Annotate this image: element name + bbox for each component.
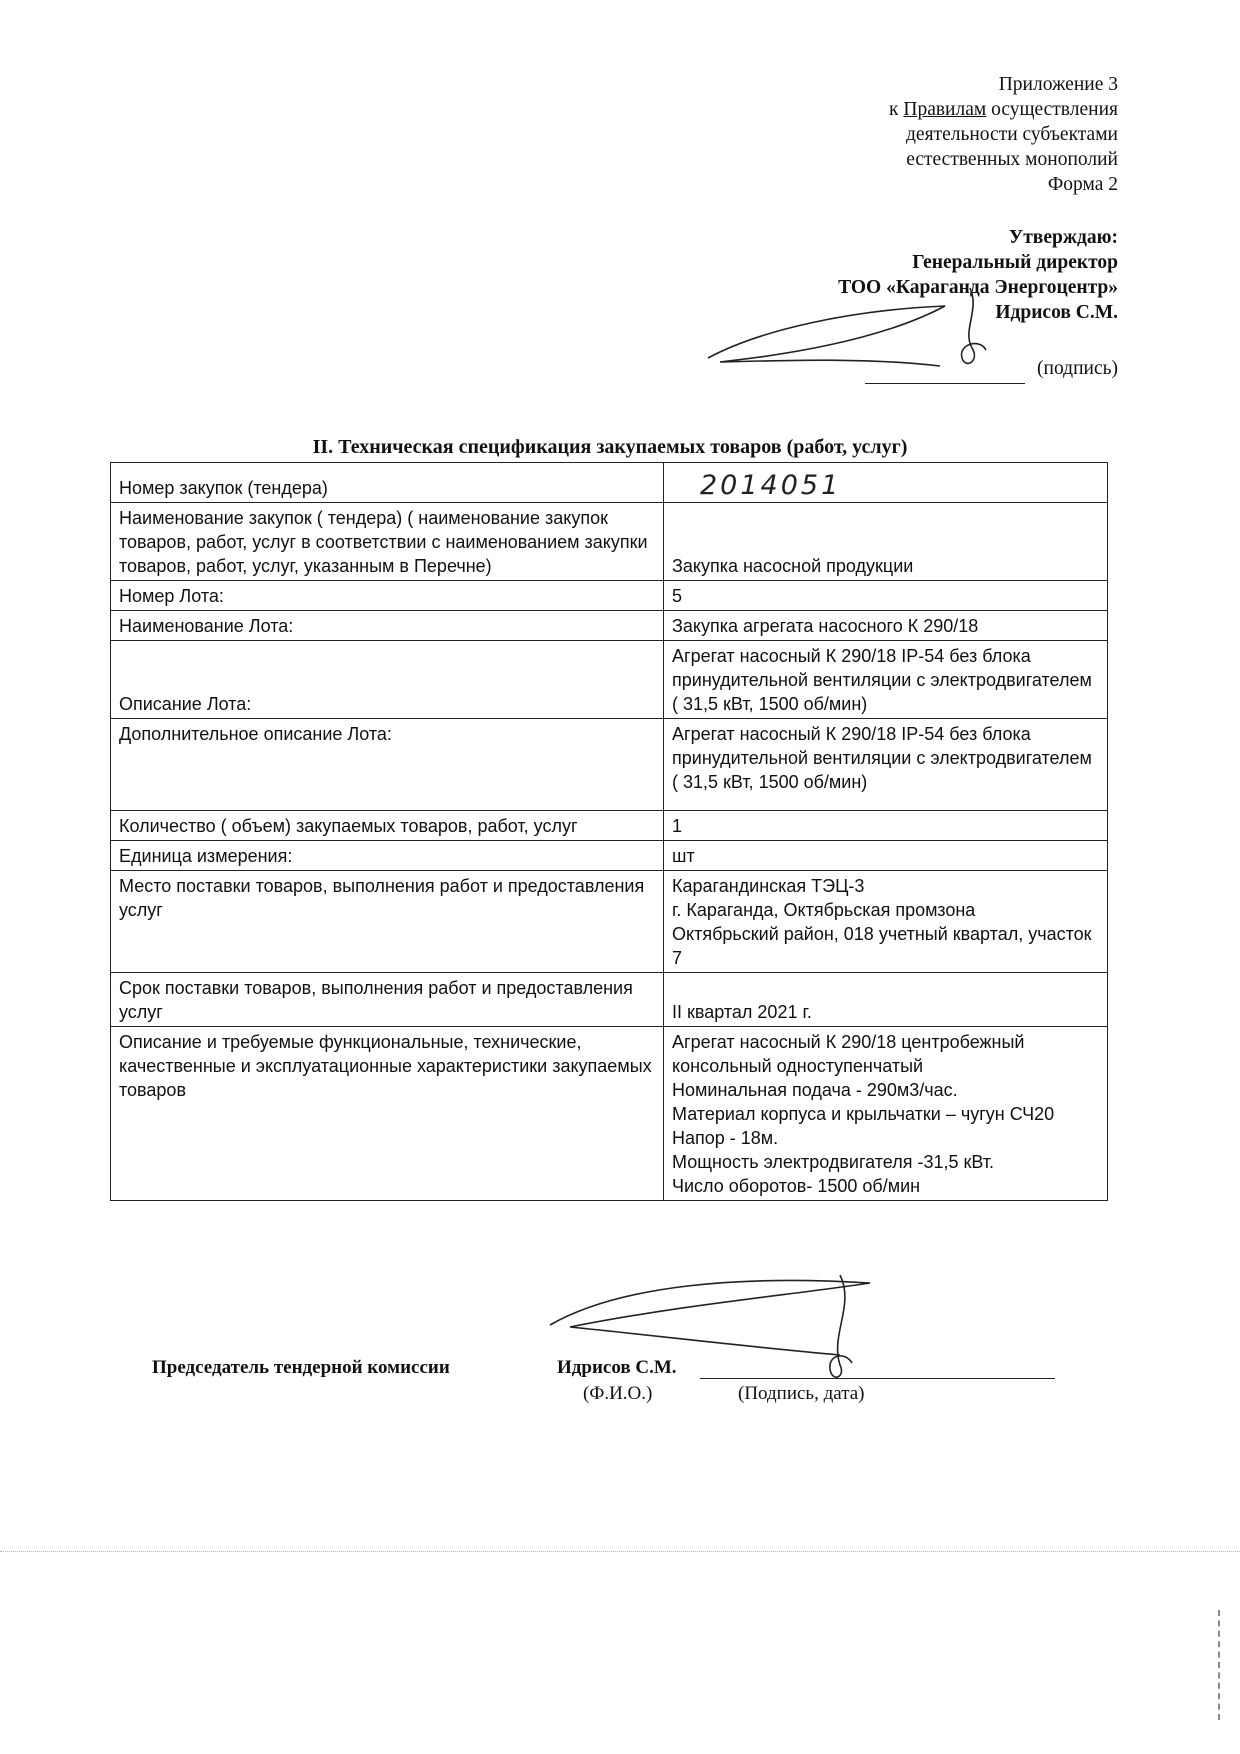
table-row: [111, 503, 1108, 581]
appendix-line-rules: к Правилам осуществления: [889, 99, 1118, 120]
spec-line: Мощность электродвигателя -31,5 кВт.: [672, 1152, 995, 1172]
scan-artifact-edge-marks: [1218, 1610, 1226, 1720]
row-value: Агрегат насосный К 290/18 IP-54 без блока принудительной вентиляции с электродвигателем ( 31,5 кВт, 1500 об/мин): [664, 641, 1108, 719]
chairman-label: Председатель тендерной комиссии: [152, 1357, 450, 1378]
row-value: шт: [664, 841, 1108, 871]
row-label: Описание Лота:: [111, 641, 664, 719]
row-value: 5: [664, 581, 1108, 611]
document-title: II. Техническая спецификация закупаемых товаров (работ, услуг): [312, 436, 908, 458]
row-label: Единица измерения:: [111, 841, 664, 871]
table-row: [111, 1027, 1108, 1201]
appendix-line: Форма 2: [1047, 174, 1118, 195]
spec-line: Число оборотов- 1500 об/мин: [672, 1176, 921, 1196]
spec-line: Номинальная подача - 290м3/час.: [672, 1080, 958, 1100]
sign-date-caption: (Подпись, дата): [738, 1383, 865, 1404]
appendix-line: деятельности субъектами: [906, 124, 1118, 145]
signature-date-line: [700, 1378, 1055, 1379]
row-value: Агрегат насосный К 290/18 IP-54 без блока принудительной вентиляции с электродвигателем ( 31,5 кВт, 1500 об/мин): [664, 719, 1108, 811]
spec-line: Материал корпуса и крыльчатки – чугун СЧ20: [672, 1104, 1055, 1124]
row-label: Описание и требуемые функциональные, технические, качественные и эксплуатационные характеристики закупаемых товаров: [111, 1027, 664, 1201]
table-row: [111, 641, 1108, 719]
approval-line: Идрисов С.М.: [995, 302, 1118, 323]
row-label: Номер Лота:: [111, 581, 664, 611]
chairman-name: Идрисов С.М.: [557, 1357, 677, 1378]
signature-caption: (подпись): [1037, 358, 1118, 379]
row-value: II квартал 2021 г.: [664, 973, 1108, 1027]
row-label: Дополнительное описание Лота:: [111, 719, 664, 811]
spec-table: [110, 462, 1108, 1201]
approval-line: Утверждаю:: [1008, 227, 1118, 248]
row-label: Срок поставки товаров, выполнения работ и предоставления услуг: [111, 973, 664, 1027]
director-signature: [700, 270, 1000, 380]
row-label: Наименование Лота:: [111, 611, 664, 641]
row-value: [664, 463, 1108, 503]
row-value: Закупка агрегата насосного К 290/18: [664, 611, 1108, 641]
delivery-line: Октябрьский район, 018 учетный квартал, участок 7: [672, 924, 1092, 968]
table-row: [111, 811, 1108, 841]
row-label: Наименование закупок ( тендера) ( наименование закупок товаров, работ, услуг в соответствии с наименованием закупки товаров, работ, услуг, указанным в Перечне): [111, 503, 664, 581]
delivery-line: г. Караганда, Октябрьская промзона: [672, 900, 976, 920]
table-row: [111, 463, 1108, 503]
signature-line: [865, 383, 1025, 384]
table-row: [111, 871, 1108, 973]
table-row: [111, 841, 1108, 871]
handwritten-tender-number: 2014051: [700, 470, 842, 501]
delivery-line: Карагандинская ТЭЦ-3: [672, 876, 865, 896]
spec-line: Напор - 18м.: [672, 1128, 779, 1148]
row-label: Количество ( объем) закупаемых товаров, работ, услуг: [111, 811, 664, 841]
appendix-block: [889, 72, 1118, 197]
row-value: [664, 1027, 1108, 1201]
scan-artifact-dotted-line: [0, 1551, 1240, 1552]
row-value: 1: [664, 811, 1108, 841]
appendix-line: естественных монополий: [906, 149, 1118, 170]
row-value: Закупка насосной продукции: [664, 503, 1108, 581]
approval-line: Генеральный директор: [912, 252, 1118, 273]
row-value: [664, 871, 1108, 973]
spec-line: Агрегат насосный К 290/18 центробежный консольный одноступенчатый: [672, 1032, 1025, 1076]
row-label: Место поставки товаров, выполнения работ и предоставления услуг: [111, 871, 664, 973]
table-row: [111, 719, 1108, 811]
approval-line: ТОО «Караганда Энергоцентр»: [838, 277, 1118, 298]
table-row: [111, 611, 1108, 641]
appendix-line: Приложение 3: [998, 74, 1118, 95]
table-row: [111, 581, 1108, 611]
row-label: Номер закупок (тендера): [111, 463, 664, 503]
table-row: [111, 973, 1108, 1027]
fio-caption: (Ф.И.О.): [583, 1383, 653, 1404]
